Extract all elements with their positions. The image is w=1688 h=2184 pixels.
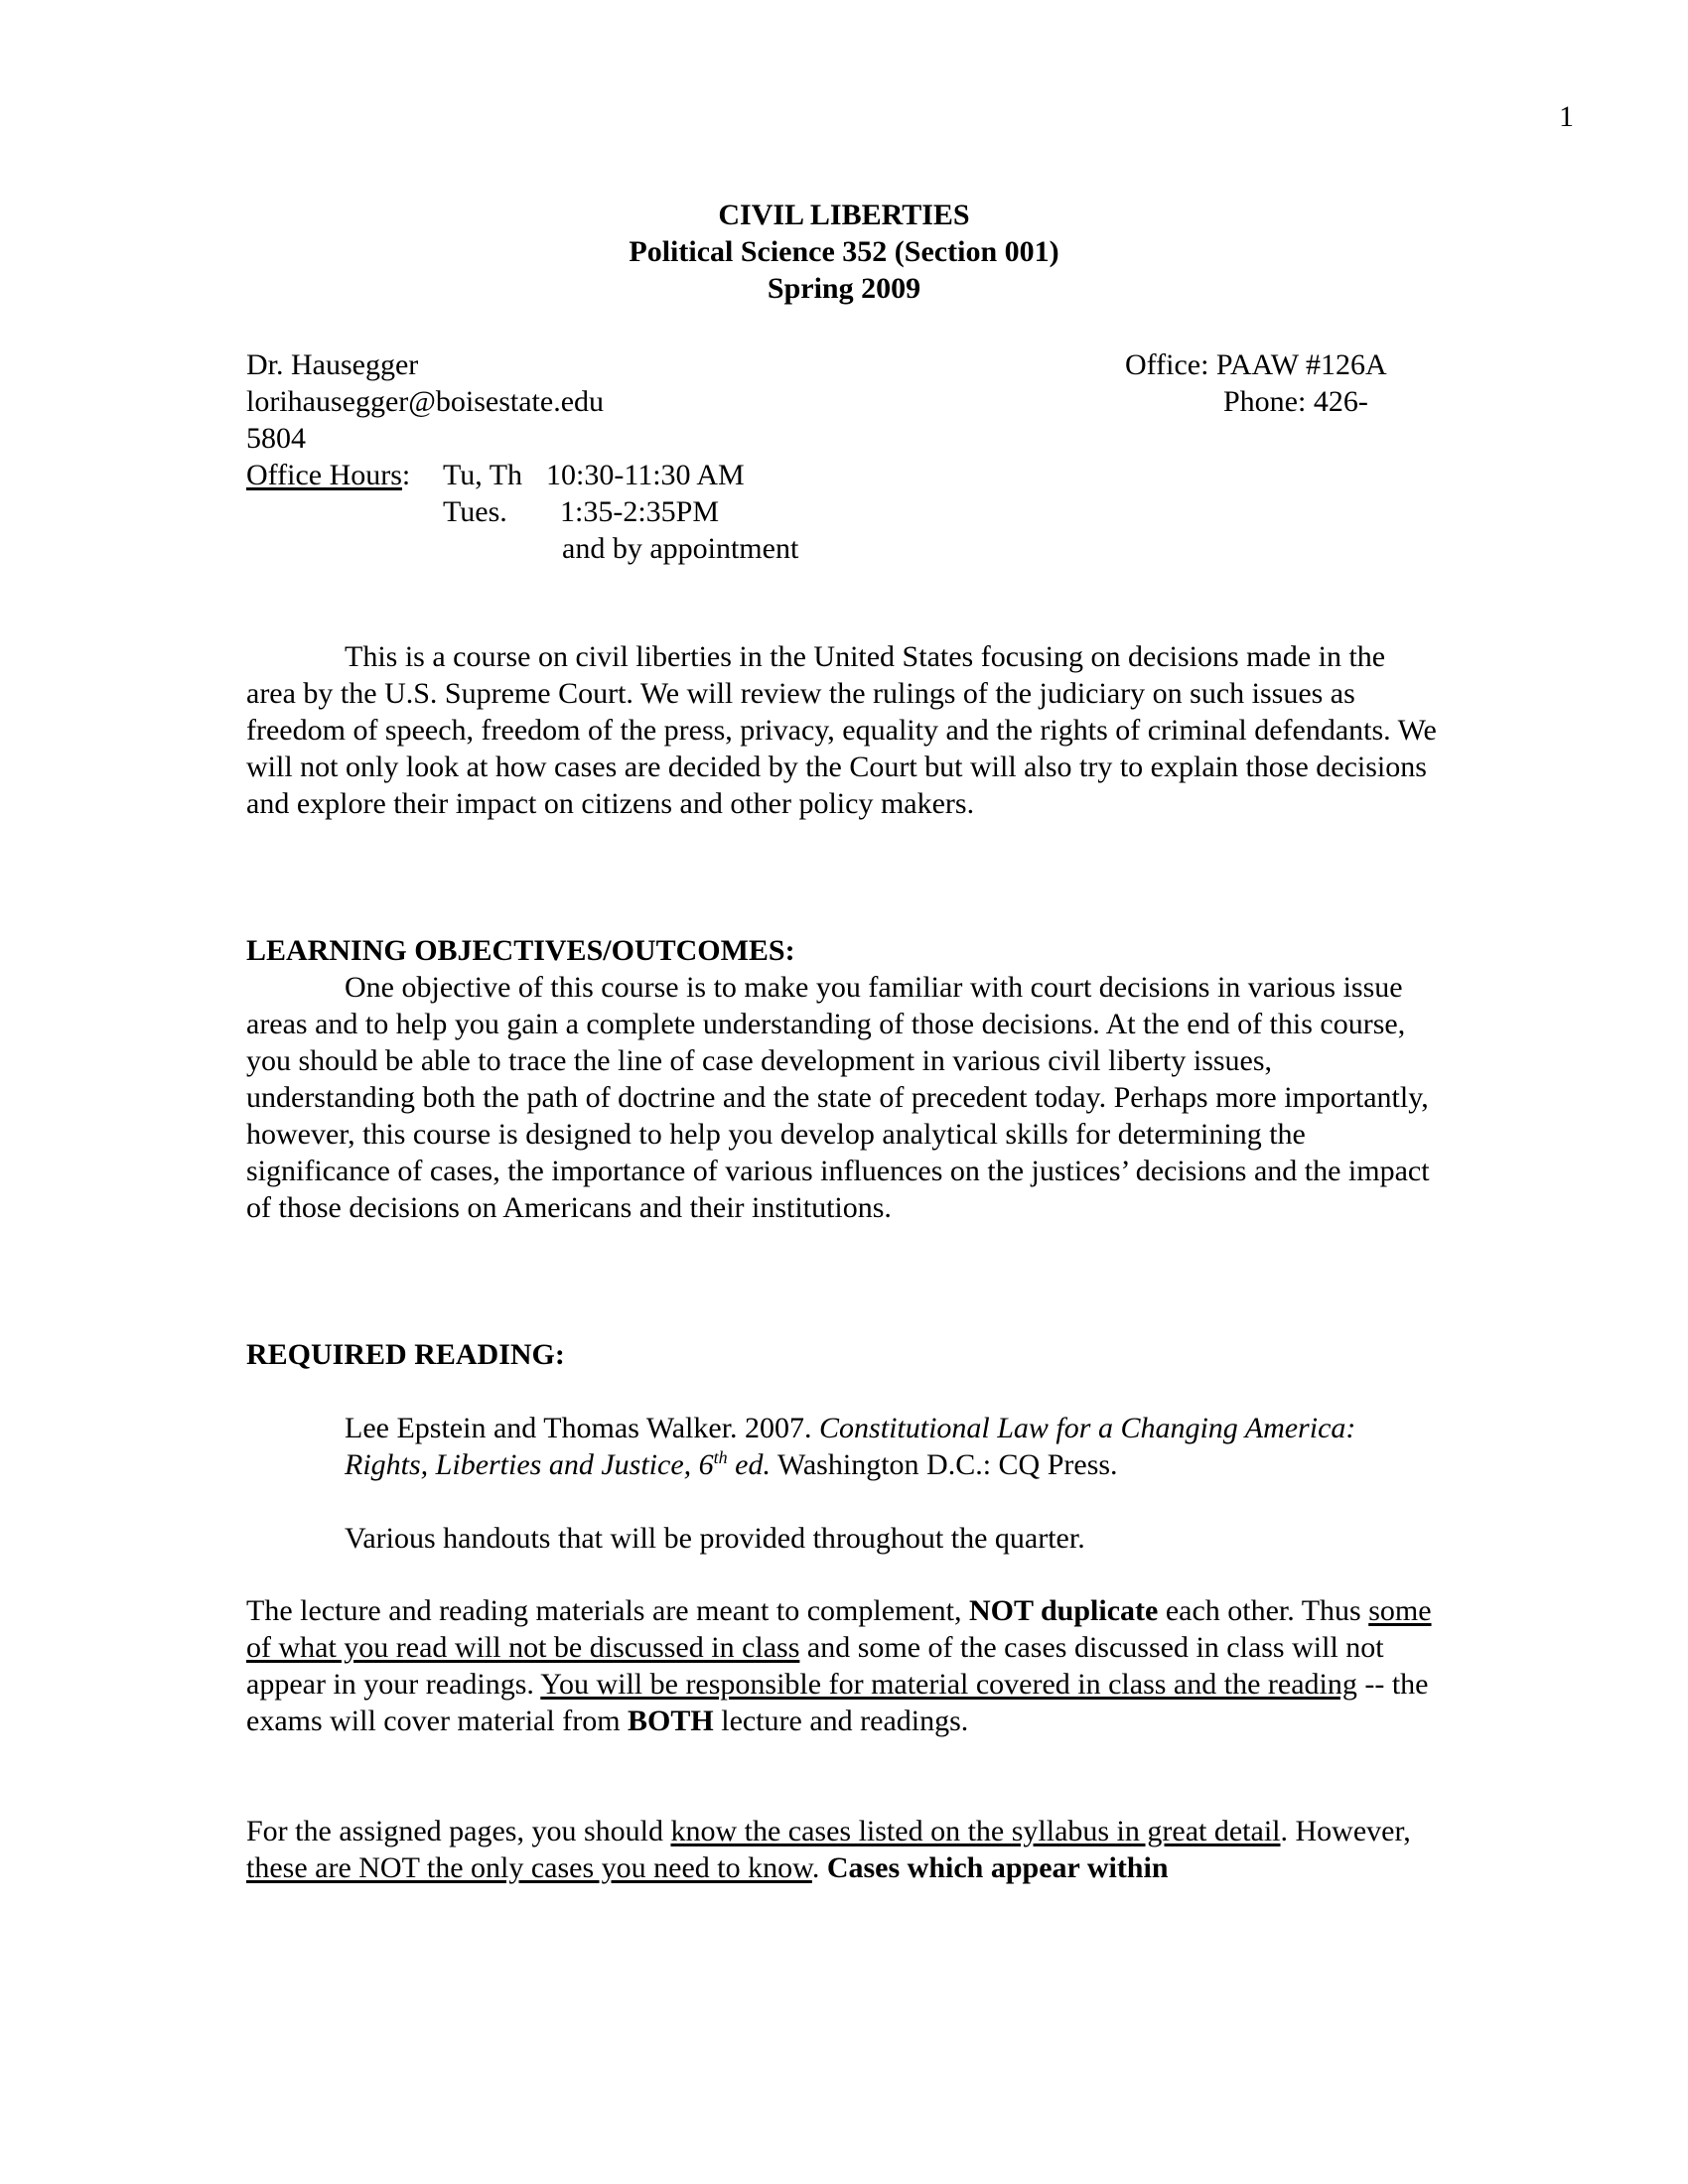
emphasis-cases-within: Cases which appear within — [826, 1851, 1169, 1884]
textbook-citation — [345, 1410, 1437, 1483]
syllabus-title-block — [0, 197, 1688, 307]
textbook-edition: ed. — [735, 1448, 771, 1481]
contact-block — [246, 346, 1438, 567]
materials-text: each other. Thus — [1165, 1594, 1361, 1627]
assigned-pages-paragraph — [246, 1813, 1438, 1886]
materials-paragraph — [246, 1592, 1438, 1739]
textbook-title: Constitutional Law for a Changing America: Rights, Liberties and Justice, 6 — [345, 1412, 1356, 1481]
materials-text: and some of the cases discussed in class will not appear in your readings. — [246, 1631, 1384, 1701]
office-hours-days-1: Tu, Th — [443, 459, 523, 491]
underlined-text: You will be responsible for material covered in class and the reading — [540, 1668, 1357, 1701]
materials-text: -- the exams will cover material from — [246, 1668, 1429, 1737]
emphasis-not-duplicate: NOT duplicate — [969, 1594, 1159, 1627]
textbook-edition-sup: th — [713, 1447, 728, 1467]
phone-continuation: 5804 — [246, 422, 306, 455]
textbook-authors: Lee Epstein and Thomas Walker. 2007. — [345, 1412, 812, 1444]
office-hours-time-2: 1:35-2:35PM — [560, 495, 720, 528]
office-hours-label: Office Hours — [246, 459, 402, 491]
handouts-note: Various handouts that will be provided throughout the quarter. — [345, 1522, 1085, 1555]
objectives-heading: LEARNING OBJECTIVES/OUTCOMES: — [246, 934, 795, 967]
page-number: 1 — [1559, 100, 1574, 133]
office-location: Office: PAAW #126A — [1125, 348, 1387, 381]
course-title: CIVIL LIBERTIES — [718, 199, 970, 231]
course-description: This is a course on civil liberties in the United States focusing on decisions made in the area by the U.S. Supreme Court. We will review the rulings of the judiciary on such issues as freedom of speech, freedom of the press, privacy, equality and the rights of criminal defendants. We will not only look at how cases are decided by the Court but will also try to explain those decisions and explore their impact on citizens and other policy makers. — [246, 640, 1437, 820]
assigned-text: . — [811, 1851, 820, 1884]
office-hours-appointment: and by appointment — [562, 532, 799, 565]
required-reading-heading: REQUIRED READING: — [246, 1338, 565, 1371]
office-phone: Phone: 426- — [1223, 385, 1368, 418]
assigned-text: . However, — [1280, 1815, 1411, 1847]
course-number: Political Science 352 (Section 001) — [629, 235, 1059, 268]
materials-text: lecture and readings. — [721, 1705, 969, 1737]
underlined-text: know the cases listed on the syllabus in great detail — [670, 1815, 1281, 1847]
materials-text: The lecture and reading materials are meant to complement, — [246, 1594, 962, 1627]
textbook-publisher: Washington D.C.: CQ Press. — [776, 1448, 1118, 1481]
office-hours-time-1: 10:30-11:30 AM — [546, 459, 745, 491]
instructor-email: lorihausegger@boisestate.edu — [246, 385, 605, 418]
underlined-text: some of what you read will not be discussed in class — [246, 1594, 1432, 1664]
assigned-text: For the assigned pages, you should — [246, 1815, 663, 1847]
emphasis-both: BOTH — [628, 1705, 714, 1737]
office-hours-colon: : — [401, 459, 411, 491]
objectives-body: One objective of this course is to make you familiar with court decisions in various issue areas and to help you gain a complete understanding of those decisions. At the end of this course, you should be able to trace the line of case development in various civil liberty issues, understanding both the path of doctrine and the state of precedent today. Perhaps more importantly, however, this course is designed to help you develop analytical skills for determining the significance of cases, the importance of various influences on the justices’ decisions and the impact of those decisions on Americans and their institutions. — [246, 971, 1430, 1224]
underlined-text: these are NOT the only cases you need to know — [246, 1851, 812, 1884]
instructor-name: Dr. Hausegger — [246, 348, 419, 381]
course-term: Spring 2009 — [767, 272, 921, 305]
office-hours-days-2: Tues. — [443, 495, 507, 528]
